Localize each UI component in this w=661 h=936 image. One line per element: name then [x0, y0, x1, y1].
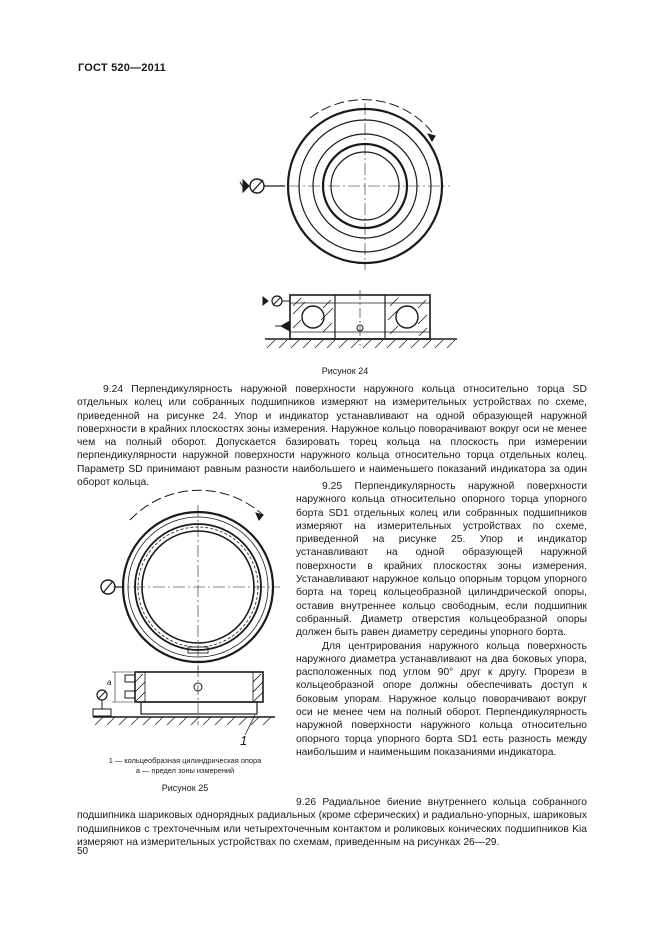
page-number: 50 — [77, 846, 89, 857]
figure-25-legend-a: a — предел зоны измерений — [135, 766, 235, 775]
figure-24-caption: Рисунок 24 — [321, 366, 369, 376]
figure-24-drawing — [235, 98, 465, 360]
section-9-26: 9.26 Радиальное биение внутреннего кольца собранного подшипника шариковых однорядных радиальных (кроме сферических) и радиально-упорных, шариковых подшипников с трехточечным или четырехточечным контактом и роликовых конических подшипников Kia измеряют на измерительных устройствах по схемам, приведенным на рисунках 26—29. — [77, 797, 587, 848]
section-9-25 — [296, 480, 587, 759]
figure-25-drawing — [85, 495, 285, 745]
figure-25-caption: Рисунок 25 — [161, 783, 209, 793]
section-9-24: 9.24 Перпендикулярность наружной поверхности наружного кольца относительно торца SD отдельных колец или собранных подшипников измеряют на измерительных устройствах по схеме, приведенной на рисунке 24. Упор и индикатор устанавливают на одной образующей наружной поверхности в крайних плоскостях зоны измерения. Наружное кольцо поворачивают вокруг оси не менее чем на полный оборот. Допускается базировать торец кольца на плоскость при измерении перпендикулярности наружной поверхности наружного кольца относительно торца отдельных колец. Параметр SD принимают равным разности наибольшего и наименьшего показаний индикатора за один оборот кольца. — [77, 384, 587, 489]
figure-25-label-1: 1 — [240, 733, 248, 748]
figure-25-label-a: a — [107, 678, 112, 687]
section-9-25-p2: Для центрирования наружного кольца поверхность наружного диаметра устанавливают на два боковых упора, расположенных под углом 90° друг к другу. Прорези в кольцеобразной опоре должны обеспечивать доступ к боковым упорам. Наружное кольцо поворачивают вокруг оси не менее чем на полный оборот. Перпендикулярность наружной поверхности наружного кольца относительно опорного торца упорного борта SD1 есть разность между наибольшим и наименьшим показаниями индикатора. — [296, 640, 587, 758]
document-header: ГОСТ 520—2011 — [78, 62, 166, 74]
section-9-25-p1: 9.25 Перпендикулярность наружной поверхности наружного кольца относительно опорного торца упорного борта SD1 отдельных колец или собранных подшипников измеряют на измерительных устройствах по схеме, приведенной на рисунке 25. Упор и индикатор устанавливают на одной образующей наружной поверхности в крайних плоскостях зоны измерения. Устанавливают наружное кольцо опорным торцом упорного борта на торец кольцеобразной цилиндрической опоры, оставив внутреннее кольцо свободным, если подшипник собранный. Диаметр отверстия кольцеобразной опоры должен быть равен диаметру середины упорного борта. — [296, 481, 587, 639]
figure-25-legend-1: 1 — кольцеобразная цилиндрическая опора — [108, 756, 262, 765]
